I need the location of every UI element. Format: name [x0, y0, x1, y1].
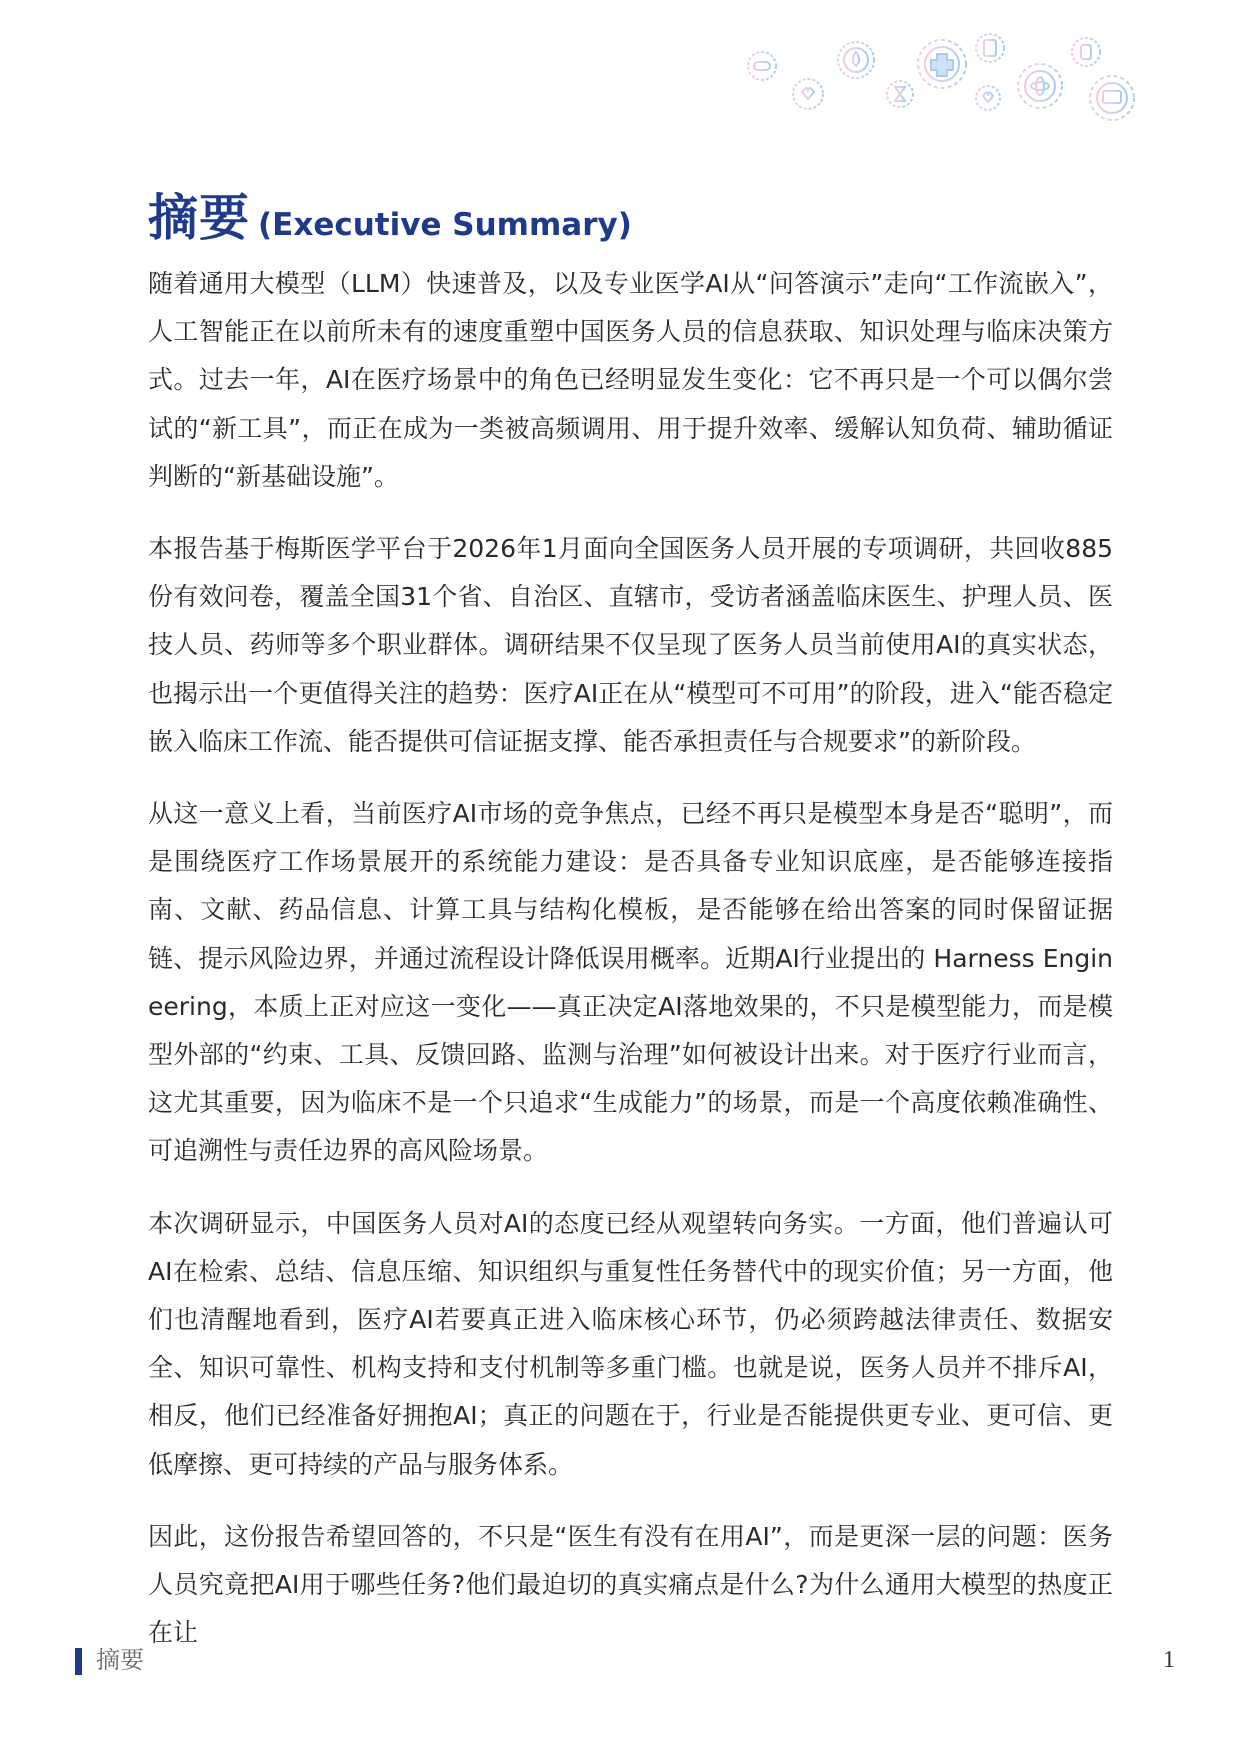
page-number: 1: [1163, 1647, 1175, 1673]
summary-body: [148, 260, 1113, 1681]
clipboard-icon: [1072, 38, 1100, 66]
monitor-icon: [1090, 76, 1134, 120]
footer-accent-bar: [75, 1648, 82, 1675]
title-subtitle: (Executive Summary): [258, 207, 632, 243]
medical-icons-decoration: [740, 10, 1240, 160]
hourglass-icon: [887, 81, 913, 107]
paragraph: 从这一意义上看，当前医疗AI市场的竞争焦点，已经不再只是模型本身是否“聪明”，而是围绕医疗工作场景展开的系统能力建设：是否具备专业知识底座，是否能够连接指南、文献、药品信息、计算工具与结构化模板，是否能够在给出答案的同时保留证据链、提示风险边界，并通过流程设计降低误用概率。近期AI行业提出的 Harness Engineering，本质上正对应这一变化——真正决定AI落地效果的，不只是模型能力，而是模型外部的“约束、工具、反馈回路、监测与治理”如何被设计出来。对于医疗行业而言，这尤其重要，因为临床不是一个只追求“生成能力”的场景，而是一个高度依赖准确性、可追溯性与责任边界的高风险场景。: [148, 799, 1113, 1166]
paragraph: 因此，这份报告希望回答的，不只是“医生有没有在用AI”，而是更深一层的问题：医务人员究竟把AI用于哪些任务?他们最迫切的真实痛点是什么?为什么通用大模型的热度正在让: [148, 1521, 1113, 1648]
paragraph: 本报告基于梅斯医学平台于2026年1月面向全国医务人员开展的专项调研，共回收885份有效问卷，覆盖全国31个省、自治区、直辖市，受访者涵盖临床医生、护理人员、医技人员、药师等多个职业群体。调研结果不仅呈现了医务人员当前使用AI的真实状态，也揭示出一个更值得关注的趋势：医疗AI正在从“模型可不可用”的阶段，进入“能否稳定嵌入临床工作流、能否提供可信证据支撑、能否承担责任与合规要求”的新阶段。: [148, 534, 1113, 756]
paragraph: 随着通用大模型（LLM）快速普及，以及专业医学AI从“问答演示”走向“工作流嵌入”，人工智能正在以前所未有的速度重塑中国医务人员的信息获取、知识处理与临床决策方式。过去一年，AI在医疗场景中的角色已经明显发生变化：它不再只是一个可以偶尔尝试的“新工具”，而正在成为一类被高频调用、用于提升效率、缓解认知负荷、辅助循证判断的“新基础设施”。: [148, 269, 1113, 491]
title-main: 摘要: [148, 189, 250, 247]
paragraph: 本次调研显示，中国医务人员对AI的态度已经从观望转向务实。一方面，他们普遍认可AI在检索、总结、信息压缩、知识组织与重复性任务替代中的现实价值；另一方面，他们也清醒地看到，医疗AI若要真正进入临床核心环节，仍必须跨越法律责任、数据安全、知识可靠性、机构支持和支付机制等多重门槛。也就是说，医务人员并不排斥AI，相反，他们已经准备好拥抱AI；真正的问题在于，行业是否能提供更专业、更可信、更低摩擦、更可持续的产品与服务体系。: [148, 1208, 1113, 1479]
page-title: [148, 178, 1108, 248]
medical-cross-icon: [918, 40, 966, 88]
page-footer: [0, 1640, 1240, 1680]
heart-icon: [793, 79, 823, 109]
heart-icon: [976, 86, 1000, 110]
atom-icon: [1018, 64, 1062, 108]
footer-section-label: 摘要: [96, 1646, 144, 1674]
clipboard-icon: [976, 34, 1004, 62]
water-drop-icon: [838, 42, 874, 78]
bandage-icon: [748, 52, 776, 80]
